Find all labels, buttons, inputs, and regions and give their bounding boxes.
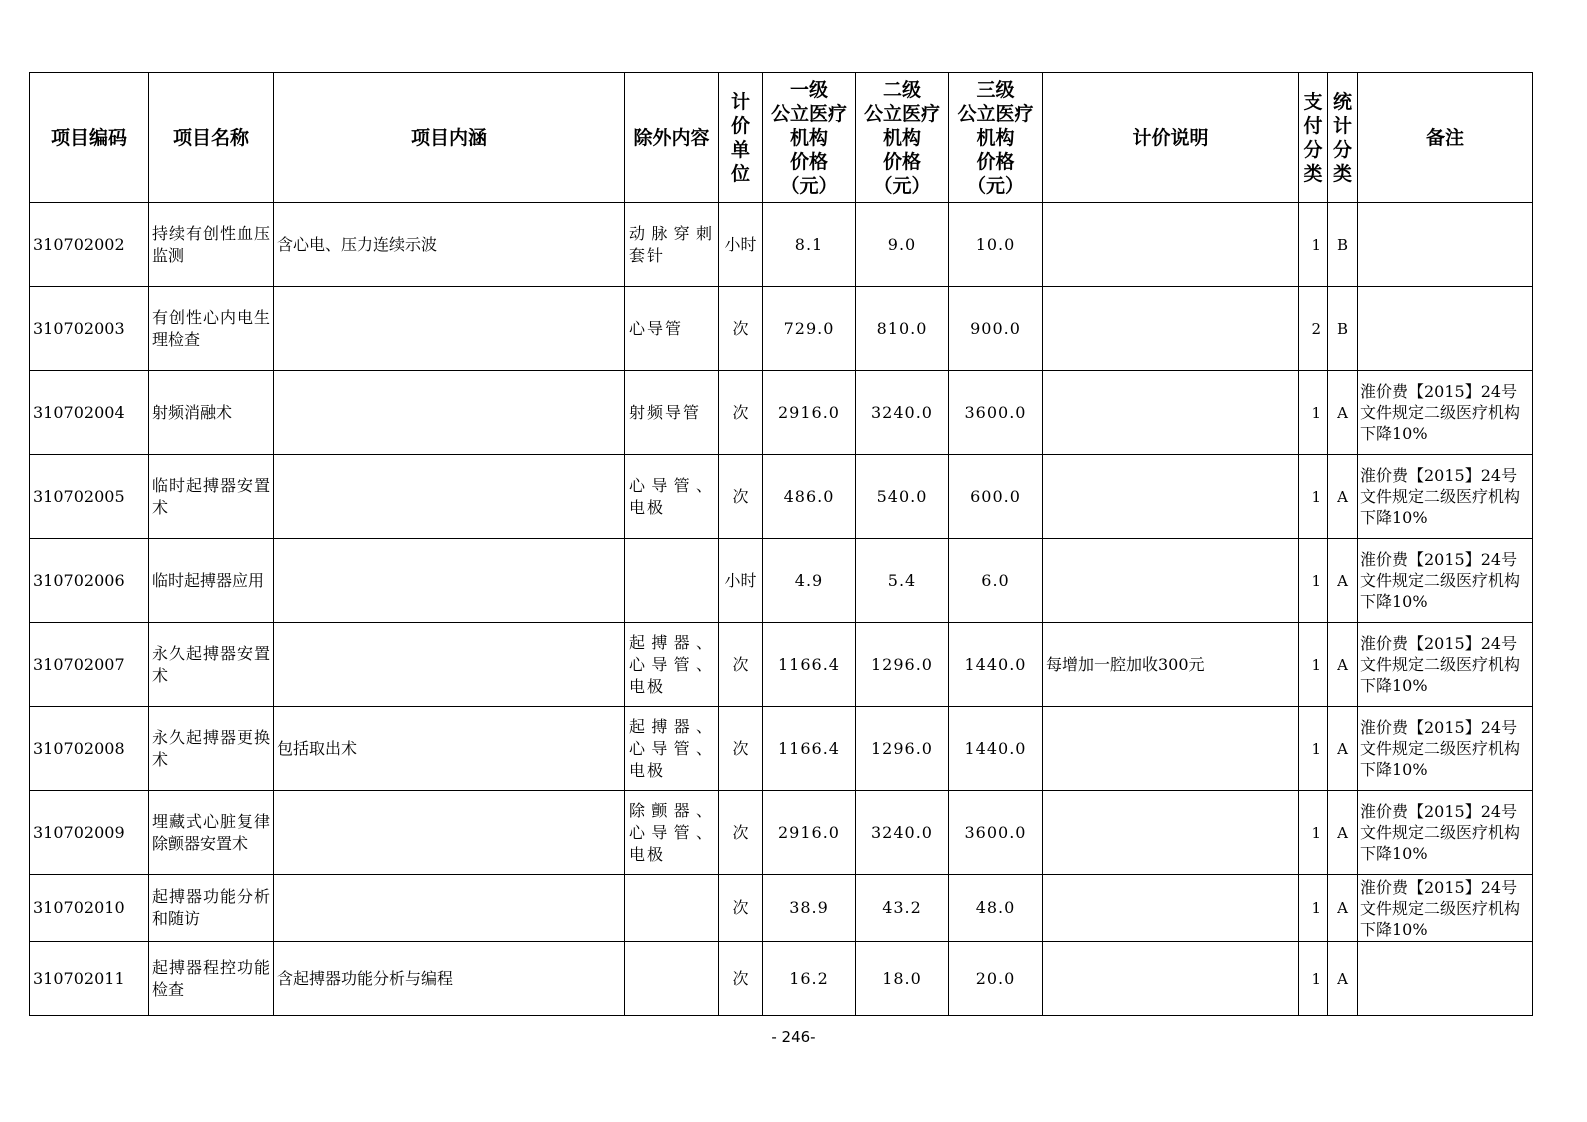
cell-code: 310702004	[30, 371, 149, 455]
header-row	[30, 73, 1533, 203]
cell-content	[274, 539, 625, 623]
cell-excluded: 除颤器、心导管、电极	[625, 791, 719, 875]
cell-stat: A	[1328, 942, 1358, 1016]
cell-stat: A	[1328, 791, 1358, 875]
cell-excluded: 射频导管	[625, 371, 719, 455]
cell-price-level1: 2916.0	[763, 371, 856, 455]
cell-excluded: 动脉穿刺套针	[625, 203, 719, 287]
cell-explain	[1043, 942, 1299, 1016]
cell-price-level3: 900.0	[949, 287, 1043, 371]
cell-excluded: 起搏器、心导管、电极	[625, 623, 719, 707]
cell-excluded: 心导管	[625, 287, 719, 371]
cell-code: 310702006	[30, 539, 149, 623]
cell-note: 淮价费【2015】24号文件规定二级医疗机构下降10%	[1358, 623, 1533, 707]
cell-note: 淮价费【2015】24号文件规定二级医疗机构下降10%	[1358, 539, 1533, 623]
cell-explain	[1043, 371, 1299, 455]
header-content: 项目内涵	[274, 73, 625, 203]
cell-note: 淮价费【2015】24号文件规定二级医疗机构下降10%	[1358, 791, 1533, 875]
cell-price-level3: 3600.0	[949, 371, 1043, 455]
header-name: 项目名称	[149, 73, 274, 203]
cell-code: 310702005	[30, 455, 149, 539]
header-pay	[1299, 73, 1328, 203]
cell-pay: 1	[1299, 707, 1328, 791]
cell-price-level2: 1296.0	[856, 707, 949, 791]
cell-content: 包括取出术	[274, 707, 625, 791]
cell-unit: 次	[719, 287, 763, 371]
cell-price-level3: 10.0	[949, 203, 1043, 287]
cell-content	[274, 791, 625, 875]
cell-price-level1: 16.2	[763, 942, 856, 1016]
table-row	[30, 203, 1533, 287]
cell-stat: B	[1328, 203, 1358, 287]
cell-price-level1: 1166.4	[763, 623, 856, 707]
cell-note	[1358, 287, 1533, 371]
cell-unit: 次	[719, 942, 763, 1016]
cell-price-level3: 600.0	[949, 455, 1043, 539]
table-row	[30, 455, 1533, 539]
cell-name: 永久起搏器更换术	[149, 707, 274, 791]
cell-code: 310702011	[30, 942, 149, 1016]
header-pay-text: 支 付 分 类	[1303, 90, 1323, 185]
cell-price-level2: 43.2	[856, 875, 949, 942]
cell-note: 淮价费【2015】24号文件规定二级医疗机构下降10%	[1358, 371, 1533, 455]
cell-price-level2: 540.0	[856, 455, 949, 539]
cell-code: 310702010	[30, 875, 149, 942]
cell-name: 永久起搏器安置术	[149, 623, 274, 707]
price-table	[29, 72, 1533, 1016]
cell-explain	[1043, 791, 1299, 875]
header-unit	[719, 73, 763, 203]
cell-price-level2: 9.0	[856, 203, 949, 287]
cell-price-level1: 38.9	[763, 875, 856, 942]
cell-note: 淮价费【2015】24号文件规定二级医疗机构下降10%	[1358, 455, 1533, 539]
cell-stat: B	[1328, 287, 1358, 371]
cell-price-level1: 8.1	[763, 203, 856, 287]
page-number: - 246-	[771, 1028, 816, 1046]
cell-excluded: 心导管、电极	[625, 455, 719, 539]
cell-name: 起搏器程控功能检查	[149, 942, 274, 1016]
header-code: 项目编码	[30, 73, 149, 203]
cell-content	[274, 287, 625, 371]
cell-pay: 1	[1299, 539, 1328, 623]
cell-note: 淮价费【2015】24号文件规定二级医疗机构下降10%	[1358, 875, 1533, 942]
cell-note	[1358, 942, 1533, 1016]
cell-price-level3: 1440.0	[949, 623, 1043, 707]
header-stat-text: 统 计 分 类	[1332, 90, 1352, 185]
cell-unit: 次	[719, 623, 763, 707]
header-stat	[1328, 73, 1358, 203]
cell-unit: 次	[719, 875, 763, 942]
cell-note	[1358, 203, 1533, 287]
cell-unit: 小时	[719, 539, 763, 623]
cell-excluded: 起搏器、心导管、电极	[625, 707, 719, 791]
cell-code: 310702003	[30, 287, 149, 371]
cell-stat: A	[1328, 455, 1358, 539]
cell-price-level3: 20.0	[949, 942, 1043, 1016]
cell-pay: 1	[1299, 875, 1328, 942]
cell-explain	[1043, 707, 1299, 791]
cell-unit: 小时	[719, 203, 763, 287]
cell-price-level2: 3240.0	[856, 371, 949, 455]
header-price-level1	[763, 73, 856, 203]
cell-pay: 1	[1299, 791, 1328, 875]
cell-name: 有创性心内电生理检查	[149, 287, 274, 371]
cell-price-level3: 6.0	[949, 539, 1043, 623]
cell-pay: 1	[1299, 623, 1328, 707]
cell-content	[274, 623, 625, 707]
cell-content	[274, 455, 625, 539]
table-row	[30, 707, 1533, 791]
header-price-level1-text: 一级 公立医疗 机构 价格 （元）	[770, 78, 847, 197]
cell-price-level2: 3240.0	[856, 791, 949, 875]
header-price-level2	[856, 73, 949, 203]
cell-pay: 1	[1299, 203, 1328, 287]
cell-stat: A	[1328, 623, 1358, 707]
header-excluded: 除外内容	[625, 73, 719, 203]
cell-note: 淮价费【2015】24号文件规定二级医疗机构下降10%	[1358, 707, 1533, 791]
table-row	[30, 875, 1533, 942]
cell-pay: 1	[1299, 371, 1328, 455]
cell-code: 310702007	[30, 623, 149, 707]
cell-price-level2: 810.0	[856, 287, 949, 371]
cell-name: 埋藏式心脏复律除颤器安置术	[149, 791, 274, 875]
cell-name: 临时起搏器应用	[149, 539, 274, 623]
cell-explain	[1043, 287, 1299, 371]
cell-stat: A	[1328, 371, 1358, 455]
cell-excluded	[625, 875, 719, 942]
cell-unit: 次	[719, 455, 763, 539]
cell-excluded	[625, 942, 719, 1016]
cell-name: 临时起搏器安置术	[149, 455, 274, 539]
table-body	[30, 203, 1533, 1016]
table-row	[30, 791, 1533, 875]
cell-name: 射频消融术	[149, 371, 274, 455]
cell-price-level2: 18.0	[856, 942, 949, 1016]
header-price-level3-text: 三级 公立医疗 机构 价格 （元）	[957, 78, 1034, 197]
cell-code: 310702008	[30, 707, 149, 791]
cell-price-level1: 1166.4	[763, 707, 856, 791]
cell-unit: 次	[719, 707, 763, 791]
cell-explain	[1043, 455, 1299, 539]
cell-price-level2: 5.4	[856, 539, 949, 623]
cell-stat: A	[1328, 875, 1358, 942]
header-note: 备注	[1358, 73, 1533, 203]
cell-name: 起搏器功能分析和随访	[149, 875, 274, 942]
header-unit-text: 计 价 单 位	[730, 90, 750, 185]
cell-content	[274, 875, 625, 942]
cell-content: 含起搏器功能分析与编程	[274, 942, 625, 1016]
cell-price-level2: 1296.0	[856, 623, 949, 707]
cell-unit: 次	[719, 791, 763, 875]
cell-explain: 每增加一腔加收300元	[1043, 623, 1299, 707]
cell-pay: 2	[1299, 287, 1328, 371]
cell-excluded	[625, 539, 719, 623]
cell-explain	[1043, 875, 1299, 942]
cell-price-level3: 1440.0	[949, 707, 1043, 791]
table-row	[30, 287, 1533, 371]
cell-pay: 1	[1299, 455, 1328, 539]
cell-unit: 次	[719, 371, 763, 455]
table-row	[30, 942, 1533, 1016]
cell-stat: A	[1328, 707, 1358, 791]
cell-price-level1: 2916.0	[763, 791, 856, 875]
table-row	[30, 539, 1533, 623]
header-explain: 计价说明	[1043, 73, 1299, 203]
cell-pay: 1	[1299, 942, 1328, 1016]
cell-price-level1: 729.0	[763, 287, 856, 371]
cell-explain	[1043, 539, 1299, 623]
header-price-level3	[949, 73, 1043, 203]
cell-code: 310702009	[30, 791, 149, 875]
table-row	[30, 623, 1533, 707]
table-row	[30, 371, 1533, 455]
cell-code: 310702002	[30, 203, 149, 287]
cell-price-level3: 3600.0	[949, 791, 1043, 875]
cell-price-level1: 486.0	[763, 455, 856, 539]
cell-content: 含心电、压力连续示波	[274, 203, 625, 287]
cell-explain	[1043, 203, 1299, 287]
cell-price-level1: 4.9	[763, 539, 856, 623]
cell-content	[274, 371, 625, 455]
header-price-level2-text: 二级 公立医疗 机构 价格 （元）	[863, 78, 940, 197]
cell-stat: A	[1328, 539, 1358, 623]
cell-name: 持续有创性血压监测	[149, 203, 274, 287]
cell-price-level3: 48.0	[949, 875, 1043, 942]
